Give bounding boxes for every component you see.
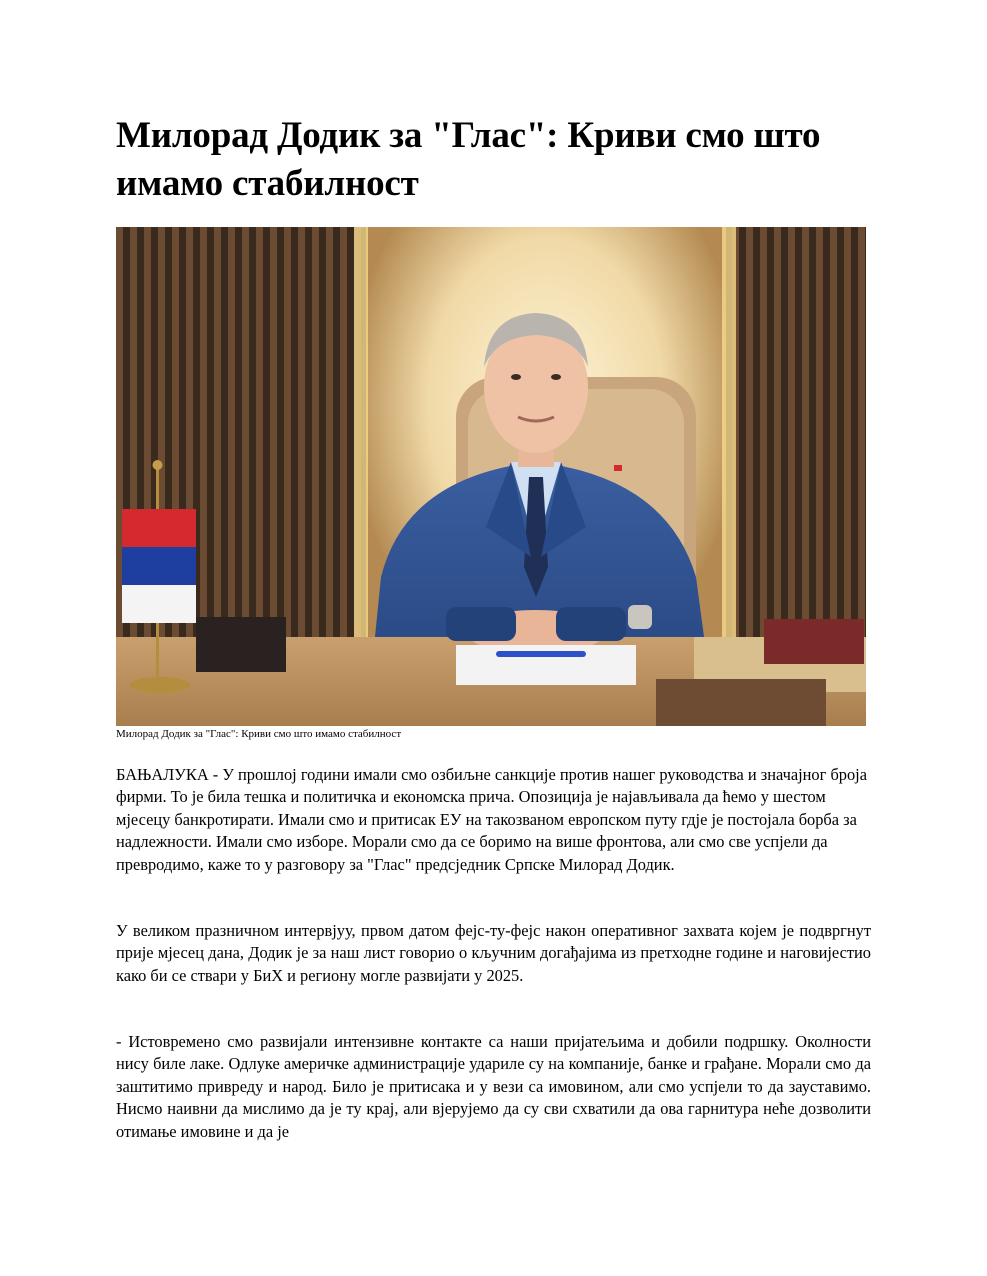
article-title: Милорад Додик за "Глас": Криви смо што имамо стабилност	[116, 115, 821, 204]
article-paragraph-1	[116, 764, 871, 876]
paragraph-1-text: У прошлој години имали смо озбиљне санкције против нашег руководства и значајног броја фирми. То је била тешка и политичка и економска прича. Опозиција је најављивала да ћемо у шестом мјесецу банкротирати. Имали смо и притисак ЕУ на такозваном европском путу гдје је постојала борба за надлежности. Имали смо изборе. Морали смо да се боримо на више фронтова, али смо све успјели да превродимо, каже то у разговору за "Глас" предсједник Српске Милорад Додик.	[116, 765, 868, 874]
article-paragraph-3: - Истовремено смо развијали интензивне контакте са наши пријатељима и добили подршку. Околности нису биле лаке. Одлуке америчке администрације удариле су на компаније, банке и грађане. Морали смо да заштитимо привреду и народ. Било је притисака и у вези са имовином, али смо успјели то да зауставимо. Нисмо наивни да мислимо да је ту крај, али вјерујемо да су сви схватили да ова гарнитура неће дозволити отимање имовине и да је	[116, 1032, 871, 1141]
photo-illustration	[116, 227, 866, 726]
article-photo	[116, 227, 866, 726]
article-paragraph-2: У великом празничном интервјуу, првом датом фејс-ту-фејс након оперативног захвата којем је подвргнут прије мјесец дана, Додик је за наш лист говорио о кључним догађајима из претходне године и наговијестио како би се ствари у БиХ и региону могле развијати у 2025.	[116, 921, 871, 985]
dateline: БАЊАЛУКА -	[116, 765, 223, 784]
photo-caption: Милорад Додик за "Глас": Криви смо што имамо стабилност	[116, 728, 402, 740]
